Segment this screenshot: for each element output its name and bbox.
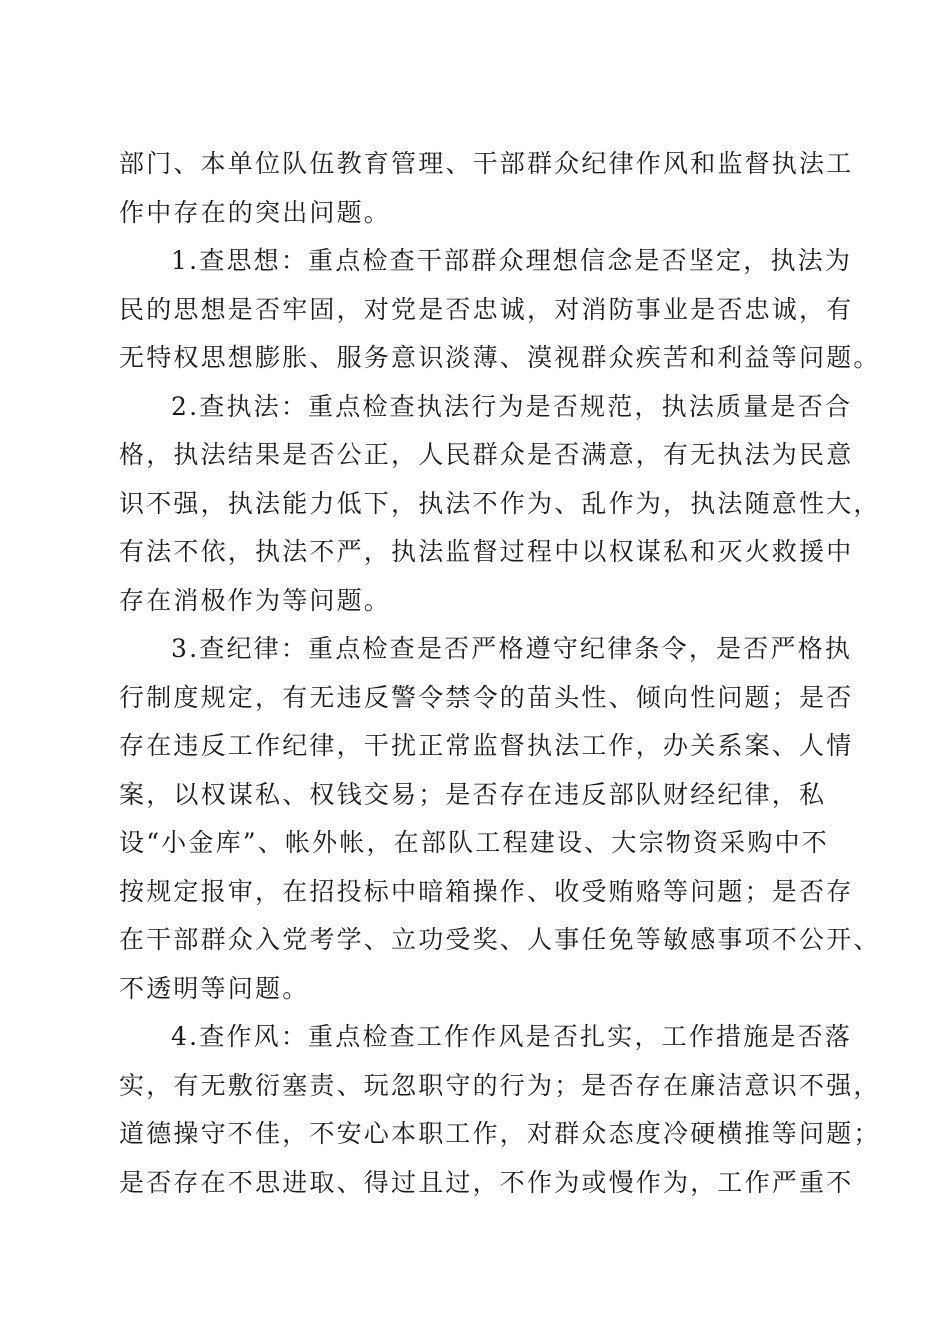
document-body [119,140,881,1207]
text-line: 按规定报审，在招投标中暗箱操作、收受贿赂等问题；是否存 [119,876,854,906]
text-line: 行制度规定，有无违反警令禁令的苗头性、倾向性问题；是否 [119,682,854,712]
text-line: 民的思想是否牢固，对党是否忠诚，对消防事业是否忠诚，有 [119,294,854,324]
text-line: 道德操守不佳，不安心本职工作，对群众态度冷硬横推等问题； [119,1119,881,1148]
text-line: 实，有无敷衍塞责、玩忽职守的行为；是否存在廉洁意识不强， [119,1070,881,1100]
text-line: 是否存在不思进取、得过且过，不作为或慢作为，工作严重不 [119,1167,854,1197]
text-line: 案，以权谋私、权钱交易；是否存在违反部队财经纪律，私 [119,779,827,809]
paragraph-heading-line: 1.查思想：重点检查干部群众理想信念是否坚定，执法为 [171,246,853,275]
text-line: 格，执法结果是否公正，人民群众是否满意，有无执法为民意 [119,440,854,469]
text-line: 不透明等问题。 [119,973,310,1003]
text-line: 有法不依，执法不严，执法监督过程中以权谋私和灭火救援中 [119,537,854,566]
text-line: 识不强，执法能力低下，执法不作为、乱作为，执法随意性大， [119,488,881,518]
paragraph-heading-line: 3.查纪律：重点检查是否严格遵守纪律条令，是否严格执 [171,634,853,663]
text-line: 存在违反工作纪律，干扰正常监督执法工作，办关系案、人情 [119,731,854,760]
text-line: 在干部群众入党考学、立功受奖、人事任免等敏感事项不公开、 [119,925,881,954]
text-line: 部门、本单位队伍教育管理、干部群众纪律作风和监督执法工 [119,149,854,178]
text-line: 存在消极作为等问题。 [119,585,392,615]
text-line: 设“小金库”、帐外帐，在部队工程建设、大宗物资采购中不 [119,828,829,857]
text-line: 作中存在的突出问题。 [119,197,392,227]
text-line: 无特权思想膨胀、服务意识淡薄、漠视群众疾苦和利益等问题。 [119,343,881,372]
paragraph-heading-line: 2.查执法：重点检查执法行为是否规范，执法质量是否合 [171,391,853,421]
paragraph-heading-line: 4.查作风：重点检查工作作风是否扎实，工作措施是否落 [171,1022,853,1051]
